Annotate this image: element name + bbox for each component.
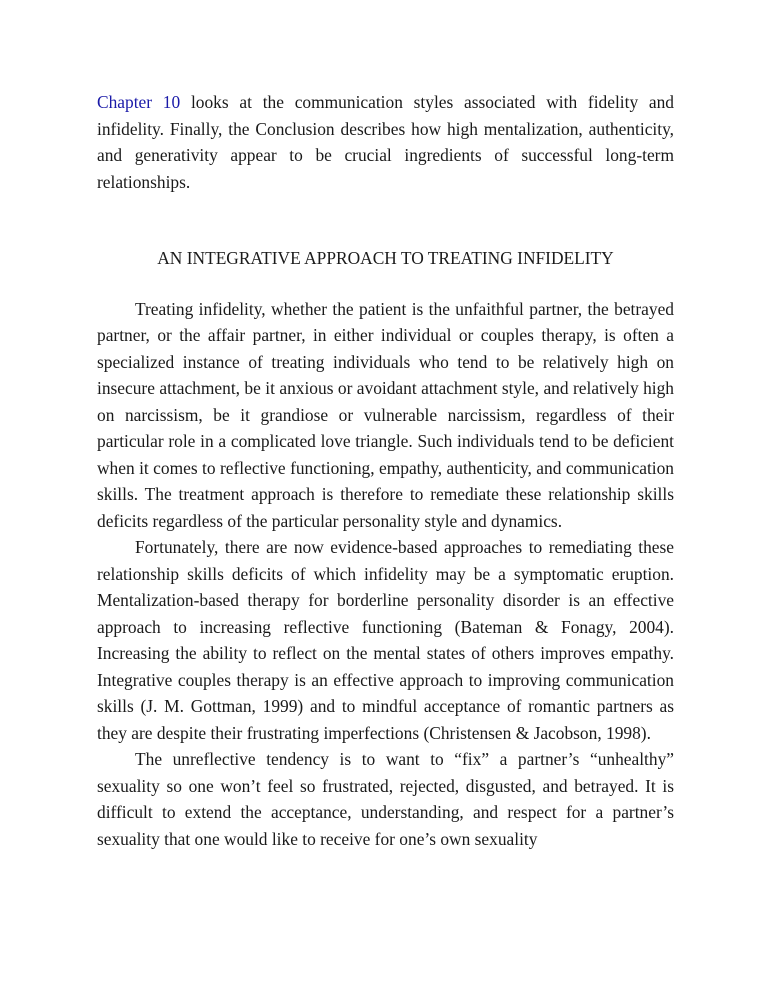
body-paragraph-3: The unreflective tendency is to want to “fix” a partner’s “unhealthy” sexuality so one won’t feel so frustrated, rejected, disgusted, and betrayed. It is difficult to extend the acceptance, understanding, and respect for a partner’s sexuality that one would like to receive for one’s own sexuality xyxy=(97,749,674,849)
body-paragraph-1: Treating infidelity, whether the patient is the unfaithful partner, the betrayed partner, or the affair partner, in either individual or couples therapy, is often a specialized instance of treating individuals who tend to be relatively high on insecure attachment, be it anxious or avoidant attachment style, and relatively high on narcissism, be it grandiose or vulnerable narcissism, regardless of their particular role in a complicated love triangle. Such individuals tend to be deficient when it comes to reflective functioning, empathy, authenticity, and communication skills. The treatment approach is therefore to remediate these relationship skills deficits regardless of the particular personality style and dynamics. xyxy=(97,298,674,531)
intro-paragraph xyxy=(97,89,674,195)
intro-text: looks at the communication styles associated with fidelity and infidelity. Finally, the Conclusion describes how high mentalization, authenticity, and generativity appear to be crucial ingredients of successful long-term relationships. xyxy=(97,92,674,192)
book-page xyxy=(97,89,674,852)
section-heading: AN INTEGRATIVE APPROACH TO TREATING INFIDELITY xyxy=(157,248,614,268)
body-paragraph-2: Fortunately, there are now evidence-based approaches to remediating these relationship skills deficits of which infidelity may be a symptomatic eruption. Mentalization-based therapy for borderline personality disorder is an effective approach to increasing reflective functioning (Bateman & Fonagy, 2004). Increasing the ability to reflect on the mental states of others improves empathy. Integrative couples therapy is an effective approach to improving communication skills (J. M. Gottman, 1999) and to mindful acceptance of romantic partners as they are despite their frustrating imperfections (Christensen & Jacobson, 1998). xyxy=(97,537,674,743)
chapter-10-link[interactable]: Chapter 10 xyxy=(97,92,181,112)
